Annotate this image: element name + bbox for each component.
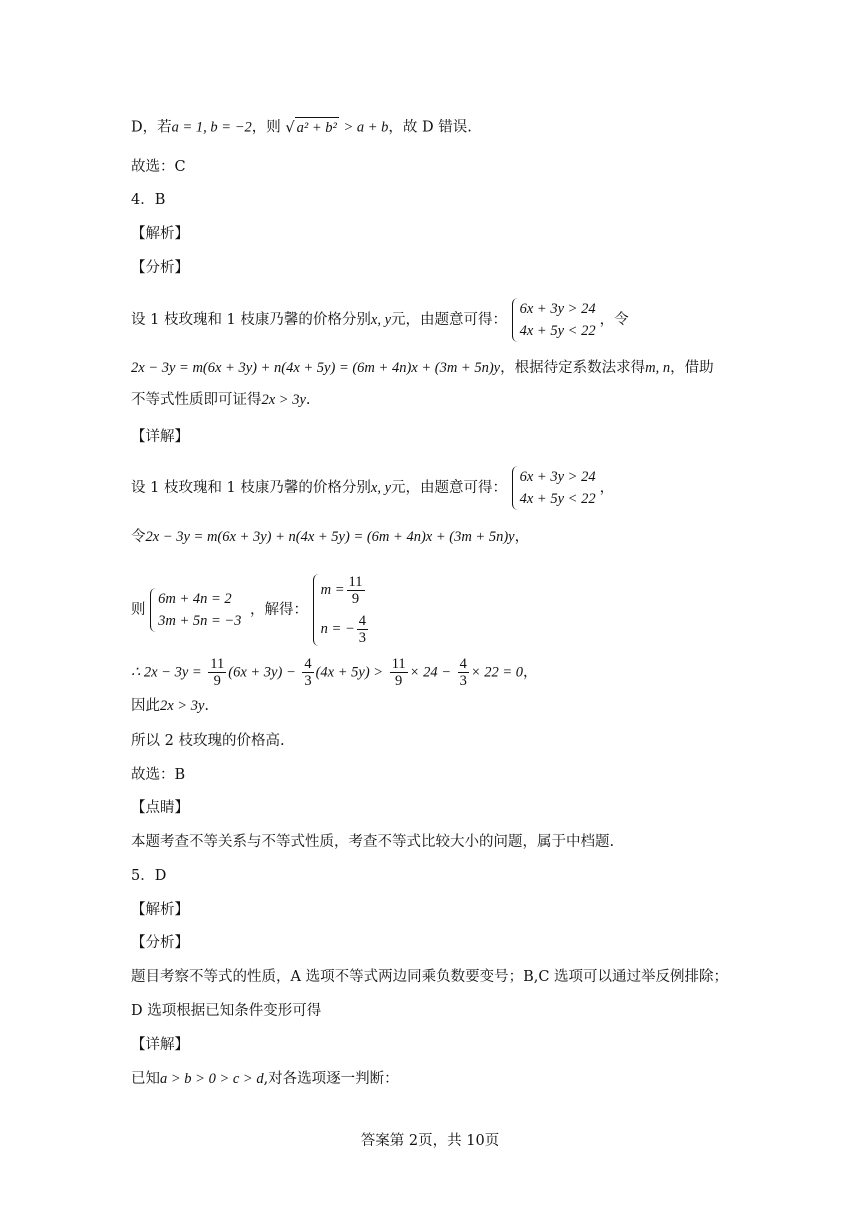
solution-system: m = $\frac{11}{9}$ n = − $\frac{4}{3}$ [313, 574, 374, 646]
question-number: 4．B [131, 192, 166, 208]
inequality-system: 6x + 3y > 24 4x + 5y < 22 [512, 466, 600, 510]
analysis-line: 设 1 枝玫瑰和 1 枝康乃馨的价格分别x, y元，由题意可得： 6x + 3y > 24 4x + 5y < 22 ，令 [131, 298, 629, 342]
detail-line: 设 1 枝玫瑰和 1 枝康乃馨的价格分别x, y元，由题意可得： 6x + 3y > 24 4x + 5y < 22 ， [131, 466, 614, 510]
math-expression: a = 1, b = −2 [171, 119, 252, 136]
section-heading: 【解析】 [131, 902, 189, 918]
option-d-line [131, 117, 472, 138]
detail-line: ∴ 2x − 3y = $\frac{11}{9}$ (6x + 3y) − $\frac{4}{3}$ (4x + 5y) > $\frac{11}{9}$ × 24 − $\frac{4}{3}$ × 22 = 0， [131, 656, 538, 689]
question-number: 5．D [131, 868, 167, 884]
detail-line: 因此2x > 3y. [131, 698, 210, 714]
section-heading: 【解析】 [131, 226, 189, 242]
section-heading: 【详解】 [131, 429, 189, 445]
text: ，故 D 错误. [388, 119, 472, 136]
detail-line: 所以 2 枝玫瑰的价格高. [131, 733, 285, 749]
answer-line: 故选：B [131, 767, 186, 783]
equation-system: 6m + 4n = 2 3m + 5n = −3 [150, 588, 245, 632]
analysis-line: 题目考察不等式的性质，A 选项不等式两边同乘负数要变号；B,C 选项可以通过举反例排除； [131, 969, 729, 985]
math-expression: > a + b [343, 119, 389, 136]
page-footer: 答案第 2页，共 10页 [360, 1133, 500, 1149]
text: D，若 [131, 119, 172, 136]
section-heading: 【分析】 [131, 935, 189, 951]
detail-line: 令2x − 3y = m(6x + 3y) + n(4x + 5y) = (6m + 4n)x + (3m + 5n)y， [131, 529, 530, 545]
detail-line: 已知a > b > 0 > c > d,对各选项逐一判断： [131, 1071, 399, 1087]
section-heading: 【点睛】 [131, 800, 189, 816]
section-heading: 【分析】 [131, 260, 189, 276]
comment-line: 本题考查不等关系与不等式性质，考查不等式比较大小的问题，属于中档题. [131, 834, 615, 850]
text: ，则 [251, 119, 281, 136]
inequality-system: 6x + 3y > 24 4x + 5y < 22 [512, 298, 600, 342]
answer-line: 故选：C [131, 159, 186, 175]
analysis-line: 2x − 3y = m(6x + 3y) + n(4x + 5y) = (6m + 4n)x + (3m + 5n)y，根据待定系数法求得m, n，借助 [131, 360, 714, 376]
detail-line: 则 6m + 4n = 2 3m + 5n = −3 ，解得： m = $\frac{11}{9}$ n = − $\frac{4}{3}$ [131, 574, 374, 646]
sqrt-expression: √ a² + b² [285, 117, 338, 138]
section-heading: 【详解】 [131, 1037, 189, 1053]
analysis-line: 不等式性质即可证得2x > 3y. [131, 392, 311, 408]
analysis-line: D 选项根据已知条件变形可得 [131, 1003, 322, 1019]
